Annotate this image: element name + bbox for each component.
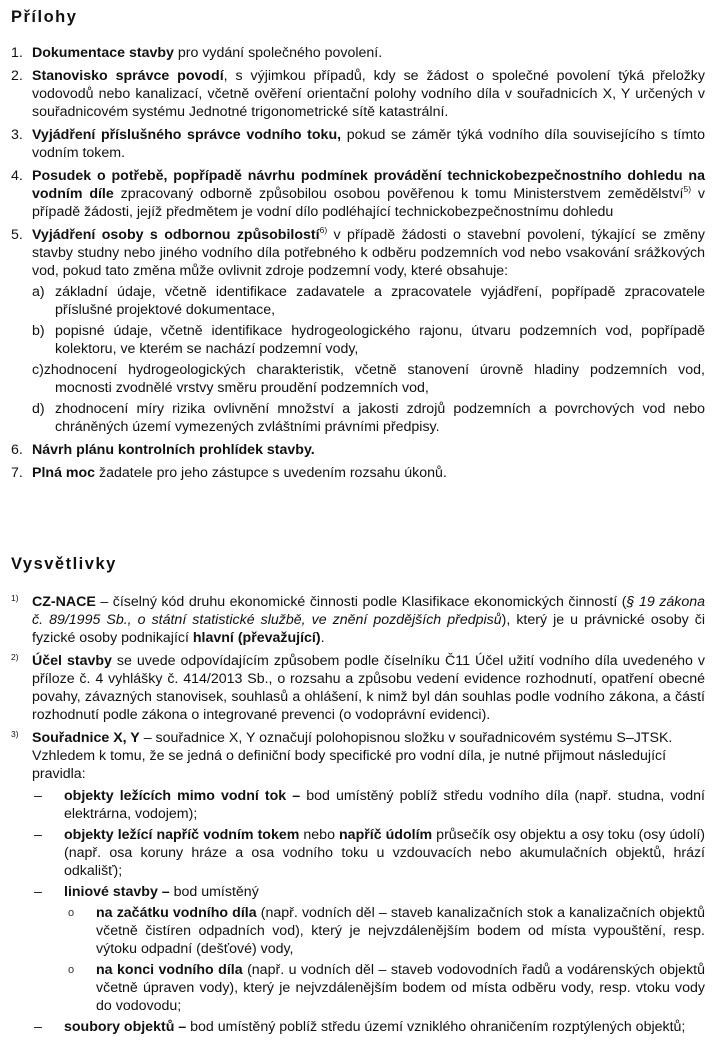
attachment-title: Stanovisko správce povodí [32,68,224,84]
circle-bullet-icon: o [68,907,75,919]
attachment-title: Dokumentace stavby [32,45,174,61]
sub-marker: d) [32,401,45,417]
circle-bullet-icon: o [68,964,75,976]
rule-term: objekty ležící napříč vodním tokem [64,827,300,843]
sub-marker: a) [32,284,45,300]
note-citation: § 19 zákona č. 89/1995 Sb., o státní statistické službě, ve znění pozdějších předpisů [32,594,705,628]
rule-item [32,787,705,823]
footnote-ref: 5) [683,184,692,194]
attachment-title: Posudek o potřebě, popřípadě návrhu podmínek provádění technickobezpečnostního dohledu na vodním díle [32,168,705,202]
rule-term: napříč údolím [339,827,433,843]
dash-marker: – [34,827,42,843]
note-3 [0,729,721,1036]
attachment-text: zpracovaný odborně způsobilou osobou pověřenou k tomu Ministerstvem zemědělství [113,186,684,202]
note-text: se uvede odpovídajícím způsobem podle číselníku Č11 Účel užití vodního díla uvedeného v příloze č. 4 vyhlášky č. 414/2013 Sb., o rozsahu a způsobu vedení evidence rozhodnutí, opatření obecné povahy, závazných stanovisek, souhlasů a ohlášení, k nimž byl dán souhlas podle vodního zákona, a částí rozhodnutí podle zákona o integrované prevenci (o vodoprávní evidenci). [32,653,705,723]
dash-marker: – [34,788,42,804]
sub-item-d [32,400,705,436]
attachment-item-7 [0,464,721,482]
sub-text: zhodnocení hydrogeologických charakteristik, včetně stanovení úrovně hladiny podzemních vod, mocnosti zvodnělé vrstvy směru proudění podzemních vod, [43,362,705,396]
note-term: CZ-NACE [32,594,96,610]
linear-rule-item [64,904,705,958]
attachment-title: Návrh plánu kontrolních prohlídek stavby. [32,442,315,458]
attachment-text: pro vydání společného povolení. [173,45,383,61]
sub-marker: c) [32,362,44,378]
notes-list [0,593,721,1041]
attachment-item-2 [0,67,721,121]
linear-rules-list [64,904,705,1015]
rule-text: bod umístěný [169,884,259,900]
linear-rule-item [64,961,705,1015]
dash-marker: – [34,884,42,900]
attachments-list [0,44,721,487]
list-marker: 5. [11,227,23,243]
note-term: Účel stavby [32,653,112,669]
attachment-text: , s výjimkou případů, kdy se žádost o společné povolení týká přeložky vodovodů nebo kanalizací, včetně ověření orientační polohy vodního díla v souřadnicích X, Y určených v souřadnicovém systému Jednotné trigonometrické sítě katastrální. [32,68,705,120]
list-marker: 4. [11,168,23,184]
footnote-marker: 1) [11,593,19,603]
note-text: ), který je u právnické osoby či fyzické osoby podnikající [32,612,705,646]
rule-item [32,883,705,1015]
footnote-ref: 6) [319,225,328,235]
footnote-marker: 3) [11,729,19,739]
note-emphasis: hlavní (převažující) [192,630,321,646]
attachment-sublist [32,283,705,436]
sub-text: základní údaje, včetně identifikace zadavatele a zpracovatele vyjádření, popřípadě zpracovatele příslušné projektové dokumentace, [55,284,705,318]
note-1 [0,593,721,647]
rule-item [32,1018,705,1036]
attachments-heading: Přílohy [11,8,78,26]
rule-term: soubory objektů – [64,1019,187,1035]
rule-text: (např. u vodních děl – staveb vodovodních řadů a vodárenských objektů včetně úpraven vody), který je nejvzdálenějším bodem od místa odběru vody, resp. vtoku vody do vodovodu; [96,962,705,1014]
sub-text: zhodnocení míry rizika ovlivnění množství a jakosti zdrojů podzemních a povrchových vod nebo chráněných území vymezených zvláštními právními předpisy. [55,401,705,435]
notes-heading: Vysvětlivky [11,555,117,573]
rule-term: liniové stavby – [64,884,170,900]
attachment-text: pokud se záměr týká vodního díla souvisejícího s tímto vodním tokem. [32,127,706,161]
attachment-item-5 [0,226,721,436]
attachment-item-4 [0,167,721,221]
attachment-text: v případě žádosti, jejíž předmětem je vodní dílo podléhající technickobezpečnostnímu dohledu [32,186,706,220]
list-marker: 1. [11,45,23,61]
rule-text: bod umístěný poblíž středu území vzniklého ohraničením rozptýlených objektů; [186,1019,686,1035]
attachment-text: žadatele pro jeho zástupce s uvedením rozsahu úkonů. [95,465,447,481]
rule-term: objekty ležících mimo vodní tok – [64,788,301,804]
list-marker: 2. [11,68,23,84]
rules-list [32,787,705,1036]
list-marker: 7. [11,465,23,481]
note-text: . [320,630,325,646]
rule-item [32,826,705,880]
attachment-title: Plná moc [32,465,96,481]
rule-text: průsečík osy objektu a osy toku (osy údolí) (např. osa koruny hráze a osa vodního toku u vzdouvacích nebo akumulačních objektů, hrází odkališť); [64,827,706,879]
note-text: – číselný kód druhu ekonomické činnosti podle Klasifikace ekonomických činností ( [95,594,627,610]
sub-text: popisné údaje, včetně identifikace hydrogeologického rajonu, útvaru podzemních vod, popřípadě kolektoru, ve kterém se nachází podzemní vody, [55,323,705,357]
list-marker: 3. [11,127,23,143]
attachment-text: v případě žádosti o stavební povolení, týkající se změny stavby studny nebo jiného vodního díla potřebného k odběru podzemních vod nebo vsakování srážkových vod, pokud tato změna může ovlivnit zdroje podzemní vody, které obsahuje: [32,227,705,279]
attachment-title: Vyjádření příslušného správce vodního toku, [32,127,342,143]
footnote-marker: 2) [11,652,19,662]
sub-marker: b) [32,323,45,339]
list-marker: 6. [11,442,23,458]
dash-marker: – [34,1019,42,1035]
sub-item-a [32,283,705,319]
rule-text: (např. vodních děl – staveb kanalizačních stok a kanalizačních objektů včetně čistíren odpadních vod), který je nejvzdálenějším bodem od místa vypouštění, resp. výtoku odpadní (dešťové) vody, [96,905,705,957]
note-text: – souřadnice X, Y označují polohopisnou složku v souřadnicovém systému S–JTSK. Vzhledem k tomu, že se jedná o definiční body specifické pro vodní díla, je nutné přijmout následující pravidla: [32,730,673,782]
attachment-item-1 [0,44,721,62]
rule-text: bod umístěný poblíž středu vodního díla (např. studna, vodní elektrárna, vodojem); [64,788,705,822]
note-term: Souřadnice X, Y [32,730,140,746]
rule-text: nebo [299,827,340,843]
note-2 [0,652,721,724]
rule-term: na začátku vodního díla [96,905,257,921]
attachment-item-6 [0,441,721,459]
attachment-title: Vyjádření osoby s odbornou způsobilostí [32,227,320,243]
sub-item-b [32,322,705,358]
attachment-item-3 [0,126,721,162]
rule-term: na konci vodního díla [96,962,243,978]
sub-item-c [32,361,705,397]
